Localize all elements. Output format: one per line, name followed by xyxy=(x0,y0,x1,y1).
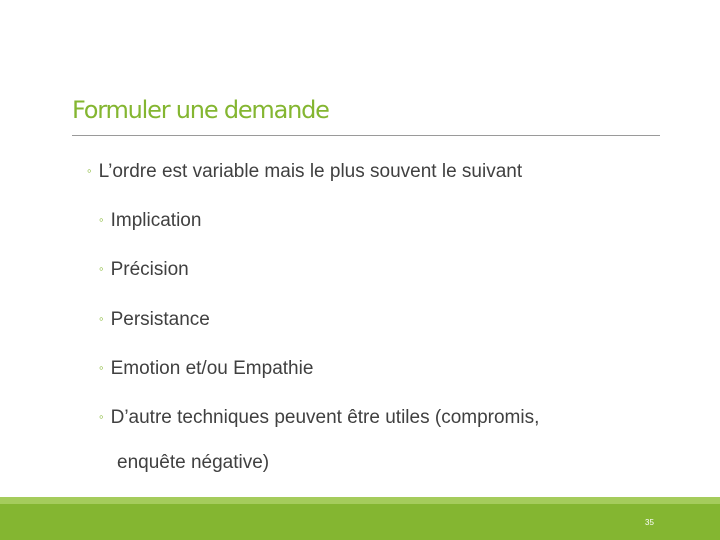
bullet-marker-icon: ◦ xyxy=(87,163,92,178)
bullet-marker-icon: ◦ xyxy=(99,261,104,276)
slide-title: Formuler une demande xyxy=(72,96,329,124)
page-number: 35 xyxy=(645,518,654,527)
main-bullet xyxy=(87,159,522,184)
sub-bullet-text: Implication xyxy=(110,210,202,231)
sub-bullet-text: Emotion et/ou Empathie xyxy=(110,358,314,379)
bullet-marker-icon: ◦ xyxy=(99,311,104,326)
sub-bullet xyxy=(99,208,201,233)
footer-bar xyxy=(0,504,720,540)
sub-bullet-text: Précision xyxy=(110,259,189,280)
title-divider xyxy=(72,135,660,136)
bullet-marker-icon: ◦ xyxy=(99,409,104,424)
sub-bullet-continuation: enquête négative) xyxy=(117,452,270,473)
footer-accent-stripe xyxy=(0,497,720,504)
bullet-marker-icon: ◦ xyxy=(99,360,104,375)
main-bullet-text: L’ordre est variable mais le plus souvent le suivant xyxy=(98,161,523,182)
sub-bullet xyxy=(99,405,539,430)
sub-bullet-text: Persistance xyxy=(110,309,210,330)
sub-bullet xyxy=(99,356,313,381)
sub-bullet xyxy=(99,307,210,332)
sub-bullet-text: D’autre techniques peuvent être utiles (compromis, xyxy=(110,407,540,428)
bullet-marker-icon: ◦ xyxy=(99,212,104,227)
sub-bullet xyxy=(99,257,189,282)
